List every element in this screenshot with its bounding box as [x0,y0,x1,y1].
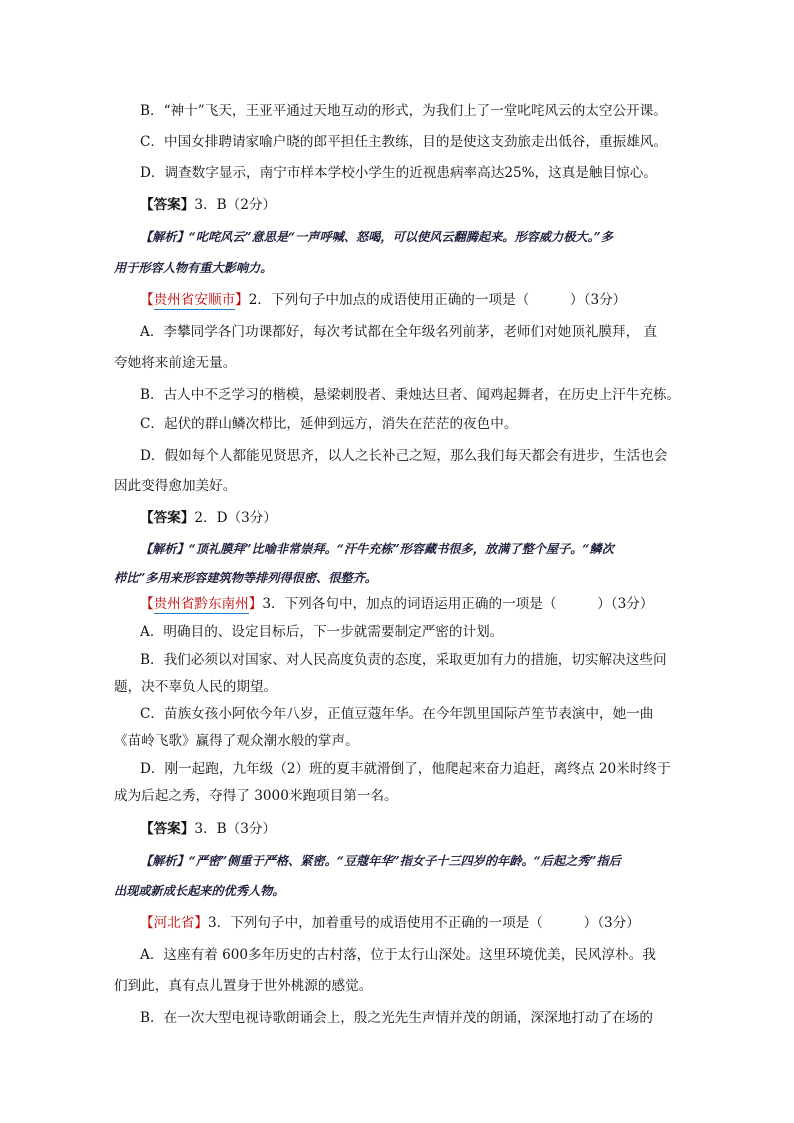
q1-analysis [140,227,613,247]
question-stem: 3．下列各句中，加点的词语运用正确的一项是（ ）（3分） [262,596,654,612]
source-name: 贵州省黔东南州 [153,596,249,612]
question-stem: 2．下列句子中加点的成语使用正确的一项是（ ）（3分） [248,292,627,308]
q4-option-a-cont: 们到此，真有点儿置身于世外桃源的感觉。 [114,978,373,994]
q1-option-c: C．中国女排聘请家喻户晓的郎平担任主教练，目的是使这支劲旅走出低谷，重振雄风。 [140,134,667,150]
analysis-label: 【解析】 [140,854,189,868]
q2-option-d-cont: 因此变得愈加美好。 [114,478,237,494]
q1-analysis-cont: 用于形容人物有重大影响力。 [114,261,273,275]
q3-option-a: A．明确目的、设定目标后，下一步就需要制定严密的计划。 [140,624,504,640]
source-name: 贵州省安顺市 [153,292,236,308]
q3-option-d: D．刚一起跑，九年级（2）班的夏丰就滑倒了，他爬起来奋力追赶，离终点 20米时终于 [140,761,671,777]
q3-option-c: C．苗族女孩小阿依今年八岁，正值豆蔻年华。在今年凯里国际芦笙节表演中，她一曲 [140,706,654,722]
q3-option-c-cont: 《苗岭飞歌》赢得了观众潮水般的掌声。 [114,733,359,749]
q2-analysis [140,539,614,559]
q3-analysis [140,851,621,871]
analysis-text: “叱咤风云”意思是“一声呼喊、怒喝，可以使风云翻腾起来。形容威力极大。”多 [188,230,613,244]
answer-text: 3．B（3分） [194,821,277,837]
q2-option-c: C．起伏的群山鳞次栉比，延伸到远方，消失在茫茫的夜色中。 [140,416,518,432]
analysis-text: “严密”侧重于严格、紧密。“豆蔻年华”指女子十三四岁的年龄。“后起之秀”指后 [188,854,621,868]
analysis-label: 【解析】 [140,542,189,556]
q2-stem [140,290,626,310]
source-name: 河北省 [153,915,195,931]
source-tag: 【河北省】 [140,915,208,931]
answer-label: 【答案】 [140,821,195,837]
q3-option-d-cont: 成为后起之秀，夺得了 3000米跑项目第一名。 [114,788,398,804]
q4-stem [140,913,640,933]
question-stem: 3．下列句子中，加着重号的成语使用不正确的一项是（ ）（3分） [207,915,640,931]
q3-stem [140,594,653,614]
answer-label: 【答案】 [140,197,195,213]
source-tag: 【贵州省黔东南州 】 [140,596,263,612]
q3-analysis-cont: 出现或新成长起来的优秀人物。 [114,884,285,898]
answer-label: 【答案】 [140,510,195,526]
q3-answer [140,819,276,839]
q3-option-b-cont: 题，决不辜负人民的期望。 [114,679,278,695]
q2-option-a-cont: 夸她将来前途无量。 [114,355,237,371]
source-tag: 【贵州省安顺市 】 [140,292,249,308]
q1-option-d: D．调查数字显示，南宁市样本学校小学生的近视患病率高达25%，这真是触目惊心。 [140,165,657,181]
answer-text: 3．B（2分） [194,197,277,213]
q2-option-a: A．李攀同学各门功课都好，每次考试都在全年级名列前茅，老师们对她顶礼膜拜， 直 [140,324,658,340]
q4-option-a: A．这座有着 600多年历史的古村落，位于太行山深处。这里环境优美，民风淳朴。我 [140,947,656,963]
q2-option-b: B．古人中不乏学习的楷模，悬梁刺股者、秉烛达旦者、闻鸡起舞者，在历史上汗牛充栋。 [140,387,681,403]
q1-answer [140,195,276,215]
q3-option-b: B．我们必须以对国家、对人民高度负责的态度，采取更加有力的措施，切实解决这些问 [140,652,667,668]
q2-analysis-cont: 栉比”多用来形容建筑物等排列得很密、很整齐。 [114,571,377,585]
q2-answer [140,508,277,528]
q1-option-b: B．“神十”飞天，王亚平通过天地互动的形式，为我们上了一堂叱咤风云的太空公开课。 [140,103,667,119]
answer-text: 2．D（3分） [194,510,277,526]
analysis-label: 【解析】 [140,230,189,244]
q4-option-b: B．在一次大型电视诗歌朗诵会上，殷之光先生声情并茂的朗诵，深深地打动了在场的 [140,1010,653,1026]
q2-option-d: D．假如每个人都能见贤思齐，以人之长补己之短，那么我们每天都会有进步，生活也会 [140,448,668,464]
analysis-text: “顶礼膜拜”比喻非常崇拜。“汗牛充栋”形容藏书很多，放满了整个屋子。“鳞次 [188,542,614,556]
